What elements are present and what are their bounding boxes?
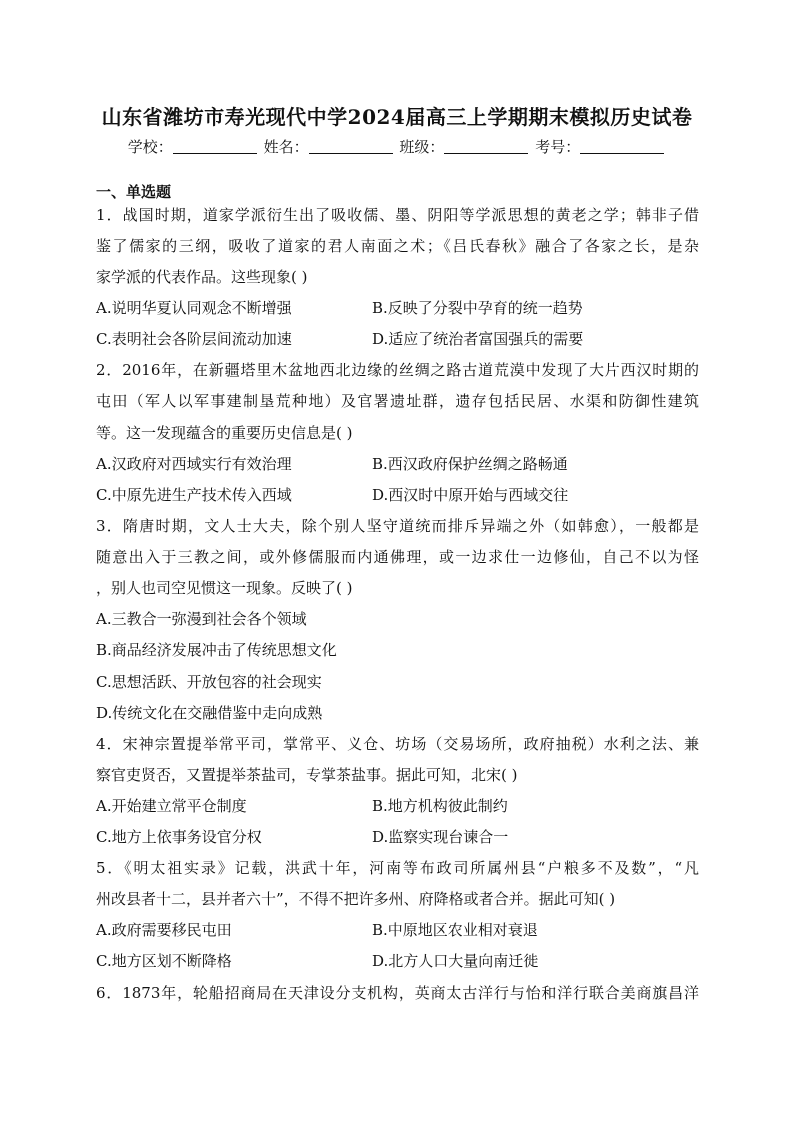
question-line: 随意出入于三教之间，或外修儒服而内通佛理，或一边求仕一边修仙，自己不以为怪	[96, 548, 699, 566]
question-line: 屯田（军人以军事建制垦荒种地）及官署遗址群，遗存包括民居、水渠和防御性建筑	[96, 392, 699, 410]
exam-title: 山东省潍坊市寿光现代中学2024届高三上学期期末模拟历史试卷	[101, 105, 693, 129]
option-d: D.北方人口大量向南迁徙	[372, 952, 539, 970]
school-blank	[173, 139, 257, 154]
question-line: 6．1873年，轮船招商局在天津设分支机构，英商太古洋行与怡和洋行联合美商旗昌洋	[96, 984, 699, 1002]
option-a: A.三教合一弥漫到社会各个领域	[96, 610, 307, 628]
question-line: ，别人也司空见惯这一现象。反映了( )	[96, 579, 353, 597]
question-line: 1．战国时期，道家学派衍生出了吸收儒、墨、阴阳等学派思想的黄老之学；韩非子借	[96, 206, 699, 224]
name-blank	[309, 139, 393, 154]
option-b: B.中原地区农业相对衰退	[372, 921, 538, 939]
option-a: A.政府需要移民屯田	[96, 921, 232, 939]
option-b: B.西汉政府保护丝绸之路畅通	[372, 455, 568, 473]
exam-number-blank	[580, 139, 664, 154]
question-line: 2．2016年，在新疆塔里木盆地西北边缘的丝绸之路古道荒漠中发现了大片西汉时期的	[96, 361, 699, 379]
name-label: 姓名：	[263, 138, 309, 156]
section-heading: 一、单选题	[96, 183, 172, 201]
option-c: C.思想活跃、开放包容的社会现实	[96, 673, 322, 691]
option-b: B.商品经济发展冲击了传统思想文化	[96, 641, 337, 659]
question-line: 5．《明太祖实录》记载，洪武十年，河南等布政司所属州县“户粮多不及数”，“凡	[96, 859, 699, 877]
school-label: 学校：	[127, 138, 173, 156]
option-a: A.开始建立常平仓制度	[96, 797, 247, 815]
question-line: 家学派的代表作品。这些现象( )	[96, 268, 308, 286]
question-line: 4．宋神宗置提举常平司，掌常平、义仓、坊场（交易场所，政府抽税）水利之法、兼	[96, 735, 699, 753]
option-b: B.地方机构彼此制约	[372, 797, 508, 815]
question-line: 鉴了儒家的三纲，吸收了道家的君人南面之术；《吕氏春秋》融合了各家之长，是杂	[96, 237, 699, 255]
question-line: 3．隋唐时期，文人士大夫，除个别人坚守道统而排斥异端之外（如韩愈），一般都是	[96, 517, 699, 535]
option-a: A.汉政府对西域实行有效治理	[96, 455, 292, 473]
option-d: D.监察实现台谏合一	[372, 828, 509, 846]
option-d: D.西汉时中原开始与西域交往	[372, 486, 569, 504]
option-b: B.反映了分裂中孕育的统一趋势	[372, 299, 583, 317]
option-c: C.表明社会各阶层间流动加速	[96, 330, 292, 348]
option-c: C.地方上依事务设官分权	[96, 828, 262, 846]
option-c: C.地方区划不断降格	[96, 952, 232, 970]
student-info-row	[0, 136, 794, 157]
question-line: 州改县者十二，县并者六十”，不得不把许多州、府降格或者合并。据此可知( )	[96, 890, 616, 908]
option-d: D.适应了统治者富国强兵的需要	[372, 330, 584, 348]
class-label: 班级：	[399, 138, 445, 156]
exam-number-label: 考号：	[535, 138, 581, 156]
question-line: 察官吏贤否，又置提举茶盐司，专掌茶盐事。据此可知，北宋( )	[96, 766, 518, 784]
class-blank	[444, 139, 528, 154]
question-line: 等。这一发现蕴含的重要历史信息是( )	[96, 424, 353, 442]
option-d: D.传统文化在交融借鉴中走向成熟	[96, 704, 323, 722]
option-c: C.中原先进生产技术传入西域	[96, 486, 292, 504]
option-a: A.说明华夏认同观念不断增强	[96, 299, 292, 317]
